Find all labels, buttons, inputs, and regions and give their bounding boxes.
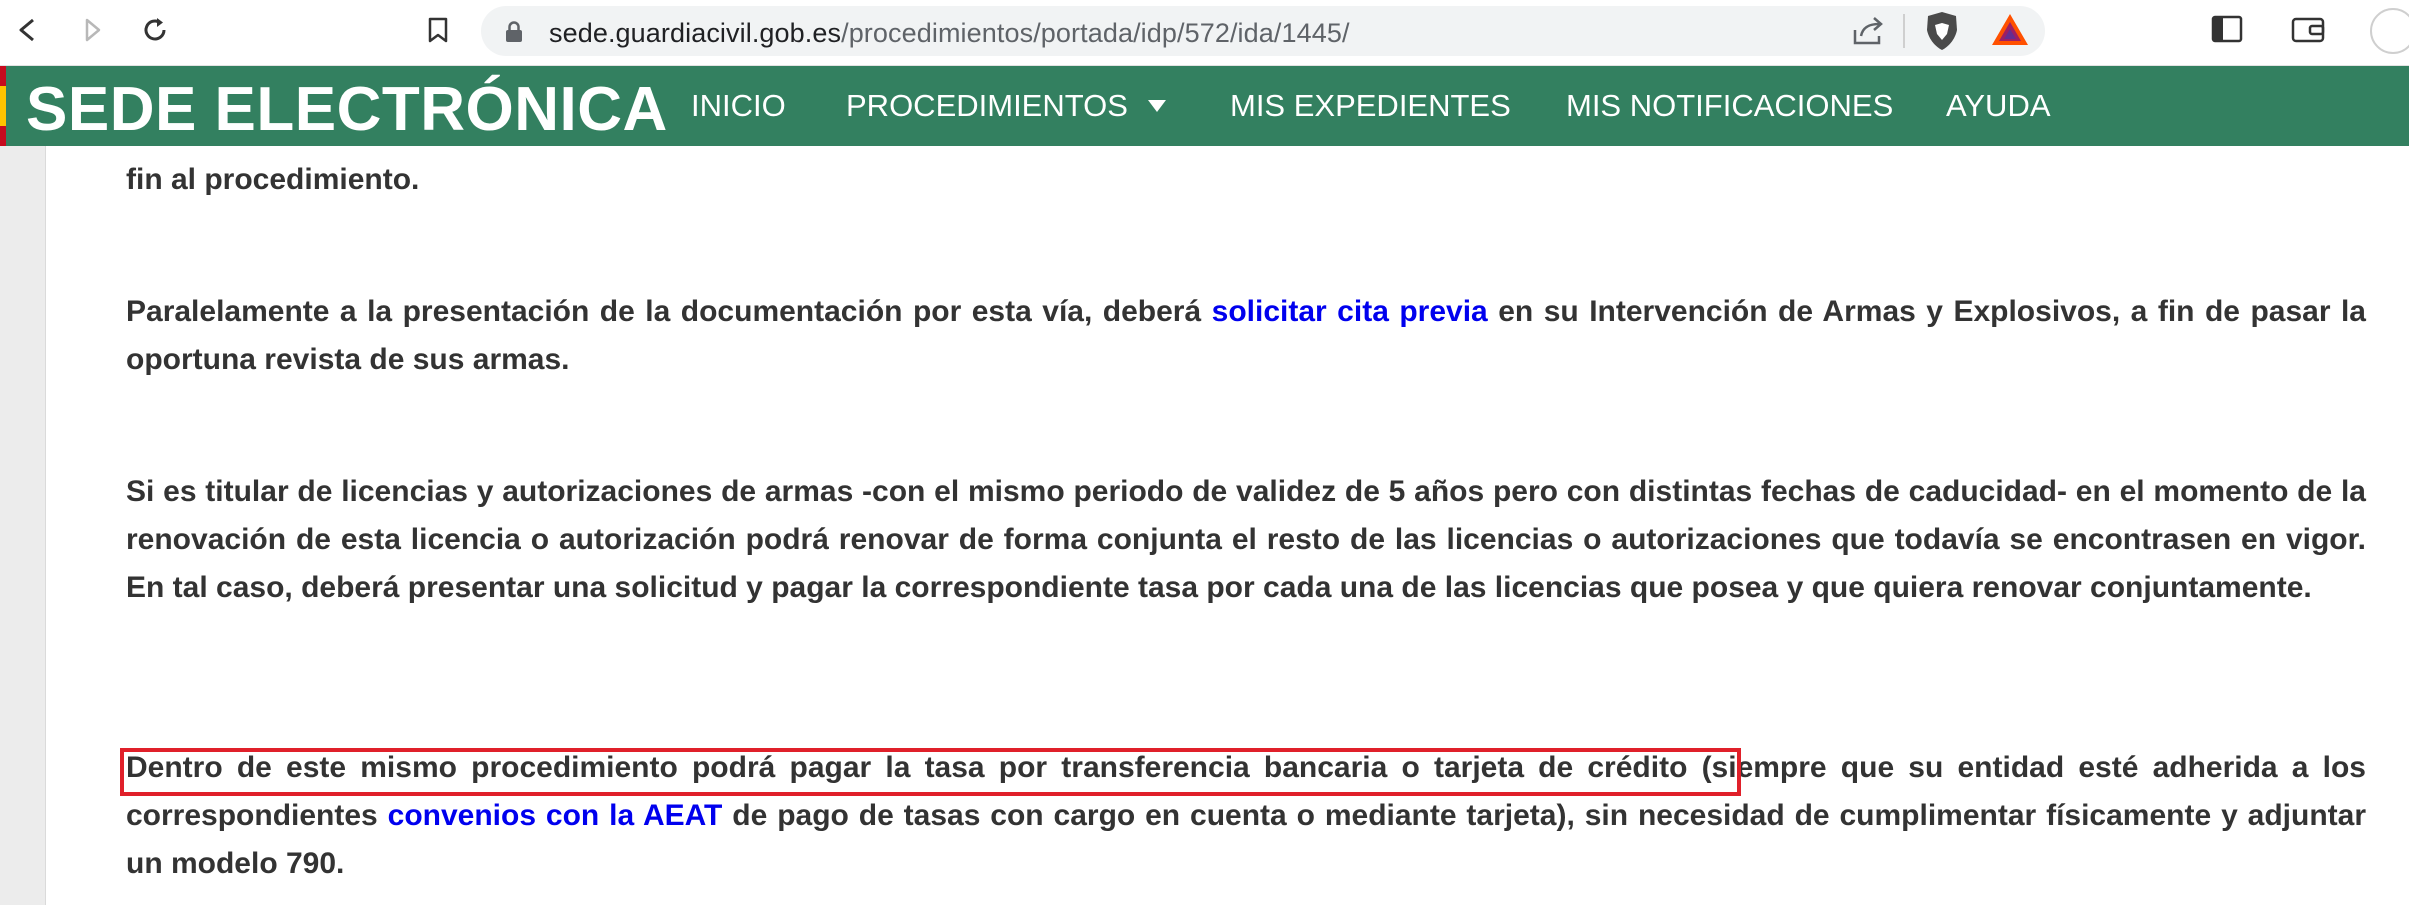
toolbar-divider (1903, 14, 1905, 48)
nav-procedimientos[interactable] (846, 88, 1166, 124)
site-brand[interactable]: SEDE ELECTRÓNICA (26, 75, 668, 144)
highlighted-text: Dentro de este mismo procedimiento podrá pagar la tasa por transferencia bancaria o tarjeta de crédito (126, 751, 1688, 784)
url-path: /procedimientos/portada/idp/572/ida/1445/ (841, 18, 1350, 48)
brave-shield-icon[interactable] (1922, 10, 1962, 52)
forward-icon[interactable] (72, 10, 112, 50)
solicitar-cita-previa-link[interactable]: solicitar cita previa (1211, 295, 1488, 328)
url-host: sede.guardiacivil.gob.es (549, 18, 842, 48)
wallet-icon[interactable] (2290, 14, 2326, 44)
address-bar[interactable] (481, 6, 2045, 56)
site-navbar (0, 66, 2409, 146)
nav-inicio[interactable]: INICIO (691, 88, 786, 123)
bookmark-icon[interactable] (418, 10, 458, 50)
highlight-box (120, 748, 1741, 796)
share-icon[interactable] (1851, 16, 1885, 46)
url-text[interactable] (549, 18, 1350, 49)
nav-mis-notificaciones[interactable]: MIS NOTIFICACIONES (1566, 88, 1894, 123)
reload-icon[interactable] (135, 10, 175, 50)
sidebar-icon[interactable] (2210, 14, 2244, 44)
p2-after: en su Intervención de Armas y Explosivos, a fin de pasar la oportuna revista de sus armas. (126, 295, 2366, 376)
paragraph-end-procedure: fin al procedimiento. (126, 163, 420, 196)
bat-rewards-icon[interactable] (1990, 12, 2030, 48)
browser-toolbar (0, 0, 2409, 66)
back-icon[interactable] (8, 10, 48, 50)
p4-middle: (siempre que su entidad esté adherida a los correspondientes (126, 751, 2366, 832)
profile-icon[interactable] (2370, 8, 2409, 54)
p4-after: de pago de tasas con cargo en cuenta o mediante tarjeta), sin necesidad de cumplimentar físicamente y adjuntar un modelo 790. (126, 799, 2366, 880)
spain-flag-stripe (0, 66, 6, 146)
nav-ayuda[interactable]: AYUDA (1946, 88, 2051, 123)
left-margin (0, 146, 46, 905)
p2-before: Paralelamente a la presentación de la documentación por esta vía, deberá (126, 295, 1212, 328)
paragraph-cita-previa (126, 288, 2366, 384)
convenios-aeat-link[interactable]: convenios con la AEAT (387, 799, 723, 832)
nav-mis-expedientes[interactable]: MIS EXPEDIENTES (1230, 88, 1511, 123)
caret-down-icon (1148, 100, 1166, 112)
paragraph-renovacion-conjunta: Si es titular de licencias y autorizaciones de armas -con el mismo periodo de validez de 5 años pero con distintas fechas de caducidad- en el momento de la renovación de esta licencia o autorización podrá renovar de forma conjunta el resto de las licencias o autorizaciones que todavía se encontrasen en vigor. En tal caso, deberá presentar una solicitud y pagar la correspondiente tasa por cada una de las licencias que posea y que quiera renovar conjuntamente. (126, 475, 2366, 604)
nav-procedimientos-label: PROCEDIMIENTOS (846, 88, 1128, 123)
lock-icon[interactable] (503, 20, 525, 42)
